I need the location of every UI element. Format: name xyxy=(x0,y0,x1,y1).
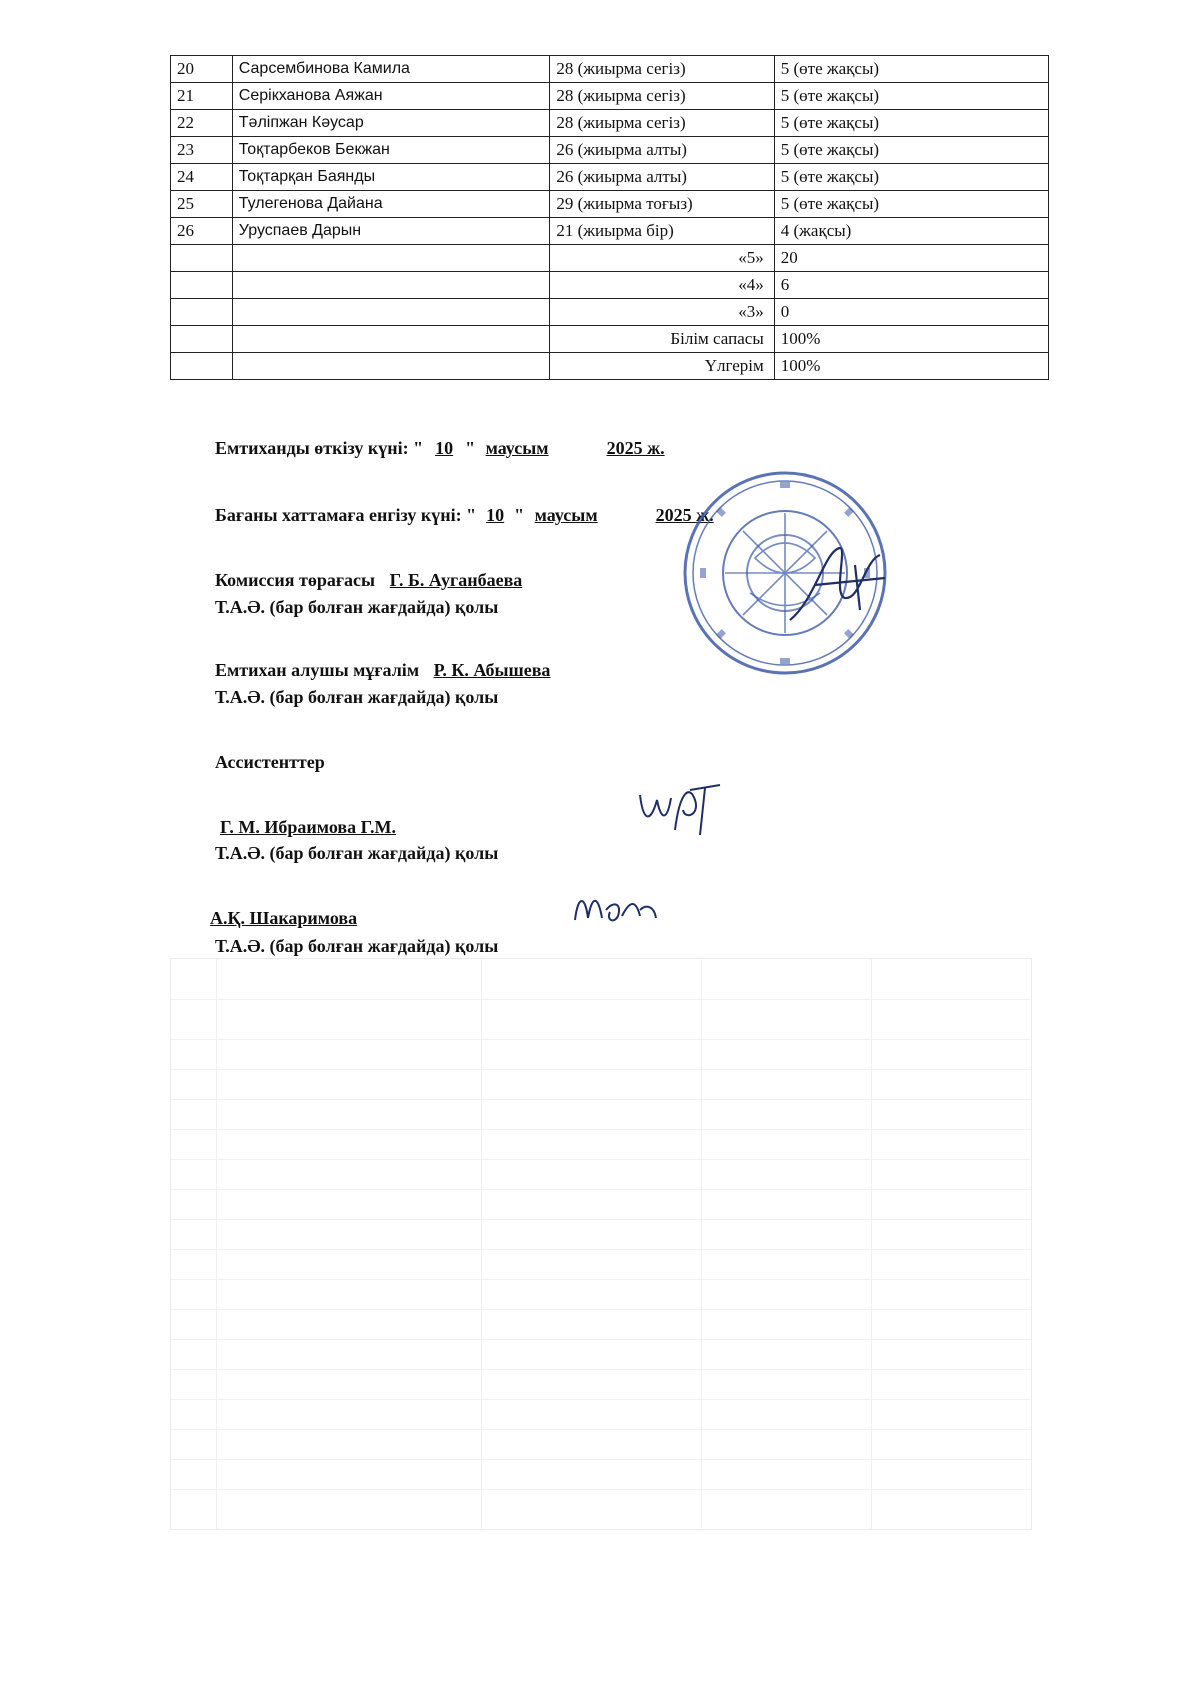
empty-cell xyxy=(171,272,233,299)
summary-value: 0 xyxy=(774,299,1048,326)
table-row xyxy=(171,83,1049,110)
reverse-side-ghost-table xyxy=(170,958,1032,1530)
assistant-1-caption: Т.А.Ә. (бар болған жағдайда) қолы xyxy=(215,843,499,863)
handwritten-signature-icon xyxy=(570,880,660,940)
table-row xyxy=(171,56,1049,83)
row-number: 22 xyxy=(171,110,233,137)
summary-row xyxy=(171,245,1049,272)
score-cell: 26 (жиырма алты) xyxy=(550,137,774,164)
row-number: 25 xyxy=(171,191,233,218)
chair-line: Комиссия төрағасы Г. Б. Ауганбаева xyxy=(215,570,523,590)
summary-value: 100% xyxy=(774,326,1048,353)
summary-label: «3» xyxy=(550,299,774,326)
student-name: Тоқтарбеков Бекжан xyxy=(232,137,550,164)
summary-label: «5» xyxy=(550,245,774,272)
student-name: Сарсембинова Камила xyxy=(232,56,550,83)
summary-row xyxy=(171,299,1049,326)
teacher-caption: Т.А.Ә. (бар болған жағдайда) қолы xyxy=(215,687,499,707)
summary-label: «4» xyxy=(550,272,774,299)
empty-cell xyxy=(171,245,233,272)
empty-cell xyxy=(171,326,233,353)
grade-cell: 5 (өте жақсы) xyxy=(774,191,1048,218)
grade-cell: 5 (өте жақсы) xyxy=(774,83,1048,110)
score-cell: 28 (жиырма сегіз) xyxy=(550,110,774,137)
score-cell: 21 (жиырма бір) xyxy=(550,218,774,245)
score-cell: 29 (жиырма тоғыз) xyxy=(550,191,774,218)
handwritten-signature-icon xyxy=(785,540,895,630)
table-row xyxy=(171,110,1049,137)
summary-value: 100% xyxy=(774,353,1048,380)
teacher-line: Емтихан алушы мұғалім Р. К. Абышева xyxy=(215,660,551,680)
grade-cell: 5 (өте жақсы) xyxy=(774,137,1048,164)
summary-value: 6 xyxy=(774,272,1048,299)
student-name: Уруспаев Дарын xyxy=(232,218,550,245)
grade-cell: 5 (өте жақсы) xyxy=(774,164,1048,191)
score-cell: 28 (жиырма сегіз) xyxy=(550,56,774,83)
table-row xyxy=(171,191,1049,218)
empty-cell xyxy=(171,299,233,326)
empty-cell xyxy=(232,353,550,380)
assistant-2-line: А.Қ. Шакаримова xyxy=(210,908,358,928)
grades-table xyxy=(170,55,1049,380)
summary-label: Білім сапасы xyxy=(550,326,774,353)
empty-cell xyxy=(232,245,550,272)
summary-value: 20 xyxy=(774,245,1048,272)
score-cell: 28 (жиырма сегіз) xyxy=(550,83,774,110)
row-number: 21 xyxy=(171,83,233,110)
table-row xyxy=(171,164,1049,191)
assistant-1-line: Г. М. Ибраимова Г.М. xyxy=(220,817,397,837)
student-name: Тәліпжан Кәусар xyxy=(232,110,550,137)
summary-label: Үлгерім xyxy=(550,353,774,380)
table-row xyxy=(171,218,1049,245)
empty-cell xyxy=(232,326,550,353)
row-number: 23 xyxy=(171,137,233,164)
grade-cell: 5 (өте жақсы) xyxy=(774,56,1048,83)
summary-row xyxy=(171,272,1049,299)
empty-cell xyxy=(232,272,550,299)
assistant-2-caption: Т.А.Ә. (бар болған жағдайда) қолы xyxy=(215,936,499,956)
grade-cell: 5 (өте жақсы) xyxy=(774,110,1048,137)
student-name: Тоқтарқан Баянды xyxy=(232,164,550,191)
grade-cell: 4 (жақсы) xyxy=(774,218,1048,245)
entry-date-line: Бағаны хаттамаға енгізу күні: " 10 " маусым 2025 ж. xyxy=(215,505,714,525)
handwritten-signature-icon xyxy=(635,780,725,840)
score-cell: 26 (жиырма алты) xyxy=(550,164,774,191)
exam-date-line: Емтиханды өткізу күні: " 10 " маусым 2025 ж. xyxy=(215,438,665,458)
empty-cell xyxy=(171,353,233,380)
assistants-heading: Ассистенттер xyxy=(215,752,325,772)
table-row xyxy=(171,137,1049,164)
row-number: 20 xyxy=(171,56,233,83)
student-name: Серікханова Аяжан xyxy=(232,83,550,110)
empty-cell xyxy=(232,299,550,326)
chair-caption: Т.А.Ә. (бар болған жағдайда) қолы xyxy=(215,597,499,617)
summary-row xyxy=(171,353,1049,380)
student-name: Тулегенова Дайана xyxy=(232,191,550,218)
row-number: 26 xyxy=(171,218,233,245)
row-number: 24 xyxy=(171,164,233,191)
summary-row xyxy=(171,326,1049,353)
